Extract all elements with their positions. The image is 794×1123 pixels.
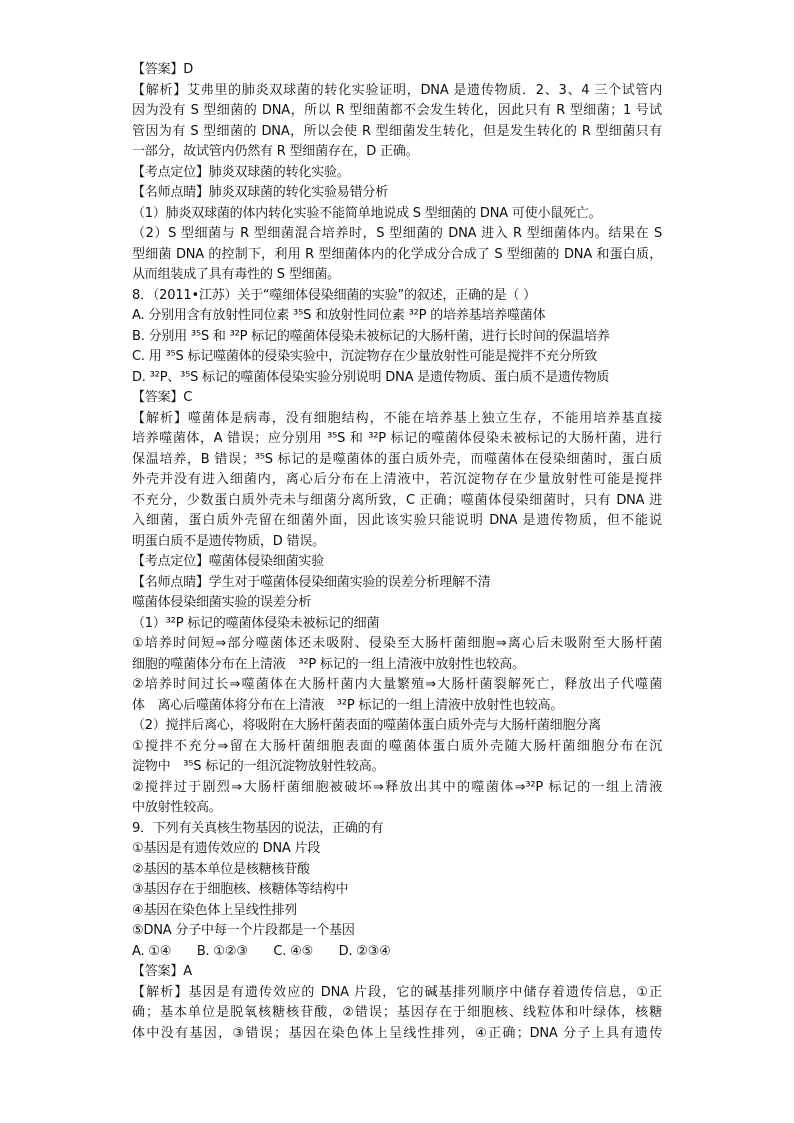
tip-line: 中放射性较高。 [132, 800, 222, 815]
document-page [132, 60, 662, 1044]
question-8-option-b: B. 分别用 ³⁵S 和 ³²P 标记的噬菌体侵染未被标记的大肠杆菌，进行长时间的保温培养 [132, 328, 610, 344]
question-8-stem: 8．（2011•江苏）关于“噬细体侵染细菌的实验”的叙述，正确的是（ ） [132, 287, 536, 303]
answer-line-q9: 【答案】A [132, 964, 192, 979]
analysis-line: 【解析】噬菌体是病毒，没有细胞结构，不能在培养基上独立生存，不能用培养基直接 [132, 410, 662, 426]
question-9-statement: ⑤DNA 分子中每一个片段都是一个基因 [132, 923, 355, 938]
question-8-option-c: C. 用 ³⁵S 标记噬菌体的侵染实验中，沉淀物存在少量放射性可能是搅拌不充分所致 [132, 349, 598, 364]
question-9-stem: 9．下列有关真核生物基因的说法，正确的有 [132, 820, 384, 836]
tip-line: 淀物中 ³⁵S 标记的一组沉淀物放射性较高。 [132, 759, 385, 774]
tip-line: 体 离心后噬菌体将分布在上清液 ³²P 标记的一组上清液中放射性也较高。 [132, 697, 564, 713]
tip-line: ②培养时间过长⇒噬菌体在大肠杆菌内大量繁殖⇒大肠杆菌裂解死亡，释放出子代噬菌 [132, 677, 662, 692]
question-9-statement: ①基因是有遗传效应的 DNA 片段 [132, 841, 321, 856]
analysis-line: 明蛋白质不是遗传物质，D 错误。 [132, 533, 325, 549]
topic-line: 【考点定位】噬菌体侵染细菌实验 [132, 554, 325, 569]
answer-line-q8: 【答案】C [132, 390, 193, 405]
analysis-line: 入细菌，蛋白质外壳留在细菌外面，因此该实验只能说明 DNA 是遗传物质，但不能说 [132, 513, 662, 528]
analysis-line: 管因为有 S 型细菌的 DNA，所以会使 R 型细菌发生转化，但是发生转化的 R 型细菌只有 [132, 123, 662, 139]
analysis-line: 外壳并没有进入细菌内，离心后分布在上清液中，若沉淀物存在少量放射性可能是搅拌 [132, 472, 662, 487]
question-9-statement: ④基因在染色体上呈线性排列 [132, 902, 298, 918]
analysis-line: 不充分，少数蛋白质外壳未与细菌分离所致，C 正确；噬菌体侵染细菌时，只有 DNA 进 [132, 492, 662, 508]
question-9-options: A. ①④ B. ①②③ C. ④⑤ D. ②③④ [132, 943, 391, 959]
analysis-line: 【解析】艾弗里的肺炎双球菌的转化实验证明，DNA 是遗传物质．2、3、4 三个试管内 [132, 82, 662, 98]
analysis-line: 【解析】基因是有遗传效应的 DNA 片段，它的碱基排列顺序中储存着遗传信息，①正 [132, 984, 662, 1000]
analysis-line: 保温培养，B 错误；³⁵S 标记的是噬菌体的蛋白质外壳，而噬菌体在侵染细菌时，蛋白质 [132, 451, 662, 467]
question-8-option-a: A. 分别用含有放射性同位素 ³⁵S 和放射性同位素 ³²P 的培养基培养噬菌体 [132, 308, 546, 323]
analysis-line: 因为没有 S 型细菌的 DNA，所以 R 型细菌都不会发生转化，因此只有 R 型细菌；1 号试 [132, 103, 662, 118]
tip-line: （1）³²P 标记的噬菌体侵染未被标记的细菌 [132, 615, 380, 631]
analysis-line: 培养噬菌体，A 错误；应分别用 ³⁵S 和 ³²P 标记的噬菌体侵染未被标记的大肠杆菌，进行 [132, 431, 662, 446]
analysis-line: 确；基本单位是脱氧核糖核苷酸，②错误；基因存在于细胞核、线粒体和叶绿体，核糖 [132, 1005, 662, 1020]
tip-line: 从而组装成了具有毒性的 S 型细菌。 [132, 267, 340, 282]
tip-line: ①培养时间短⇒部分噬菌体还未吸附、侵染至大肠杆菌细胞⇒离心后未吸附至大肠杆菌 [132, 636, 662, 651]
question-9-statement: ③基因存在于细胞核、核糖体等结构中 [132, 882, 349, 897]
analysis-line: 体中没有基因，③错误；基因在染色体上呈线性排列，④正确；DNA 分子上具有遗传 [132, 1025, 662, 1041]
topic-line: 【考点定位】肺炎双球菌的转化实验。 [132, 164, 350, 180]
question-9-statement: ②基因的基本单位是核糖核苷酸 [132, 861, 310, 877]
tip-line: 型细菌 DNA 的控制下，利用 R 型细菌体内的化学成分合成了 S 型细菌的 DNA 和蛋白质， [132, 246, 662, 262]
question-8-option-d: D. ³²P、³⁵S 标记的噬菌体侵染实验分别说明 DNA 是遗传物质、蛋白质不是遗传物质 [132, 369, 610, 385]
tip-line: 【名师点睛】学生对于噬菌体侵染细菌实验的误差分析理解不清 [132, 574, 491, 590]
tip-line: ②搅拌过于剧烈⇒大肠杆菌细胞被破坏⇒释放出其中的噬菌体⇒³²P 标记的一组上清液 [132, 779, 662, 795]
tip-line: （2）搅拌后离心，将吸附在大肠杆菌表面的噬菌体蛋白质外壳与大肠杆菌细胞分离 [132, 718, 601, 733]
tip-line: （1）肺炎双球菌的体内转化实验不能简单地说成 S 型细菌的 DNA 可使小鼠死亡。 [132, 205, 602, 221]
tip-line: 噬菌体侵染细菌实验的误差分析 [132, 595, 312, 610]
analysis-line: 一部分，故试管内仍然有 R 型细菌存在，D 正确。 [132, 144, 419, 159]
answer-line-q7: 【答案】D [132, 62, 194, 77]
tip-line: ①搅拌不充分⇒留在大肠杆菌细胞表面的噬菌体蛋白质外壳随大肠杆菌细胞分布在沉 [132, 738, 662, 754]
tip-line: 【名师点睛】肺炎双球菌的转化实验易错分析 [132, 185, 389, 200]
tip-line: （2）S 型细菌与 R 型细菌混合培养时，S 型细菌的 DNA 进入 R 型细菌体内。结果在 S [132, 226, 662, 241]
tip-line: 细胞的噬菌体分布在上清液 ³²P 标记的一组上清液中放射性也较高。 [132, 656, 525, 672]
